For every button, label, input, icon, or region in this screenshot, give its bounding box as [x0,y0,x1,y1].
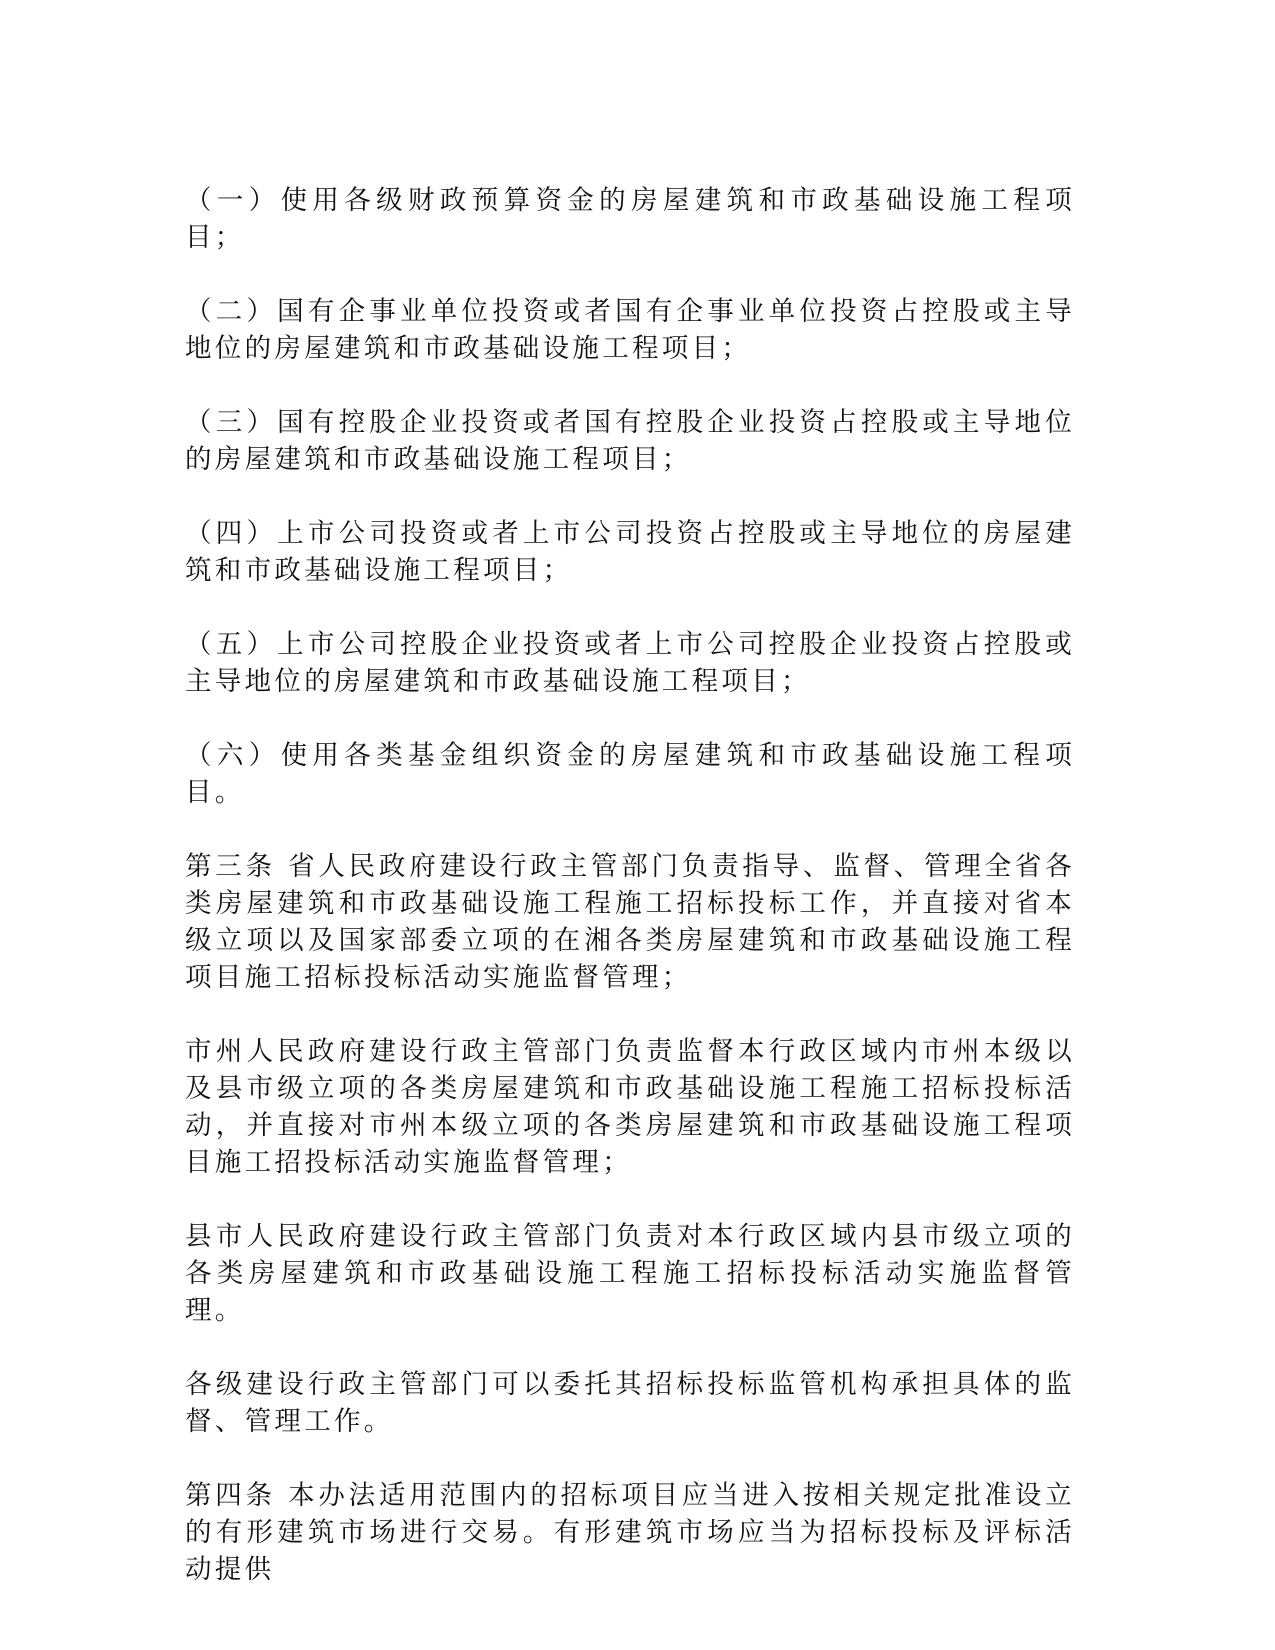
paragraph-item-3: （三）国有控股企业投资或者国有控股企业投资占控股或主导地位的房屋建筑和市政基础设施工程项目； [185,407,1075,475]
paragraph-article-3: 第三条 省人民政府建设行政主管部门负责指导、监督、管理全省各类房屋建筑和市政基础设施工程施工招标投标工作，并直接对省本级立项以及国家部委立项的在湘各类房屋建筑和市政基础设施工程项目施工招标投标活动实施监督管理； [185,851,1075,993]
paragraph-item-2: （二）国有企事业单位投资或者国有企事业单位投资占控股或主导地位的房屋建筑和市政基础设施工程项目； [185,296,1075,364]
paragraph-article-4: 第四条 本办法适用范围内的招标项目应当进入按相关规定批准设立的有形建筑市场进行交易。有形建筑市场应当为招标投标及评标活动提供 [185,1480,1075,1585]
paragraph-delegation: 各级建设行政主管部门可以委托其招标投标监管机构承担具体的监督、管理工作。 [185,1369,1075,1437]
paragraph-item-1: （一）使用各级财政预算资金的房屋建筑和市政基础设施工程项目； [185,185,1075,253]
paragraph-item-4: （四）上市公司投资或者上市公司投资占控股或主导地位的房屋建筑和市政基础设施工程项目； [185,518,1075,586]
paragraph-county-authority: 县市人民政府建设行政主管部门负责对本行政区域内县市级立项的各类房屋建筑和市政基础设施工程施工招标投标活动实施监督管理。 [185,1221,1075,1326]
paragraph-item-5: （五）上市公司控股企业投资或者上市公司控股企业投资占控股或主导地位的房屋建筑和市政基础设施工程项目； [185,629,1075,697]
paragraph-city-authority: 市州人民政府建设行政主管部门负责监督本行政区域内市州本级以及县市级立项的各类房屋建筑和市政基础设施工程施工招标投标活动，并直接对市州本级立项的各类房屋建筑和市政基础设施工程项目施工招投标活动实施监督管理； [185,1036,1075,1178]
paragraph-item-6: （六）使用各类基金组织资金的房屋建筑和市政基础设施工程项目。 [185,740,1075,808]
